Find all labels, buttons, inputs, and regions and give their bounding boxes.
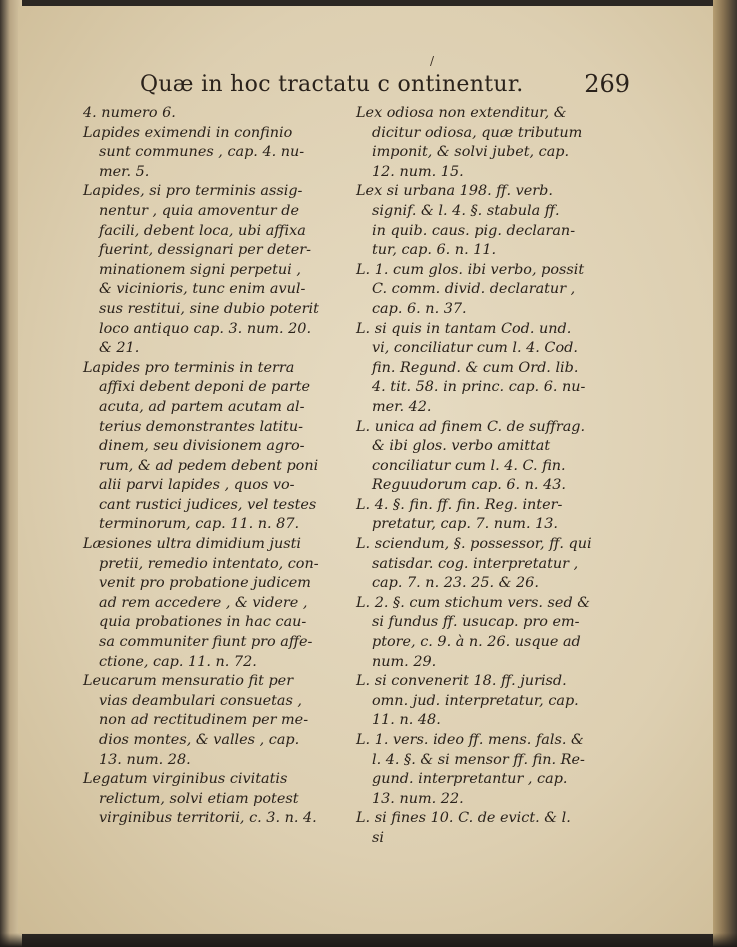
index-entry: L. unica ad finem C. de suffrag. & ibi glos. verbo amittat conciliatur cum l. 4. C. fin. Reguudorum cap. 6. n. 43.	[356, 418, 586, 494]
index-entry: L. 1. vers. ideo ff. mens. fals. & l. 4. §. & si mensor ff. fin. Re- gund. interpretantur , cap. 13. num. 22.	[356, 732, 585, 807]
index-entry: Lex si urbana 198. ff. verb. signif. & l. 4. §. stabula ff. in quib. caus. pig. declaran- tur, cap. 6. n. 11.	[356, 183, 576, 259]
index-entry: Leucarum mensuratio fit per vias deambulari consuetas , non ad rectitudinem per me- dios montes, & valles , cap. 13. num. 28.	[83, 673, 309, 768]
page-header	[140, 72, 630, 106]
index-entry: L. si quis in tantam Cod. und. vi, conciliatur cum l. 4. Cod. fin. Regund. & cum Ord. lib. 4. tit. 58. in princ. cap. 6. nu- mer. 42.	[356, 320, 586, 415]
index-entry: Lapides pro terminis in terra affixi debent deponi de parte acuta, ad partem acutam al- terius demonstrantes latitu- dinem, seu divisionem agro- rum, & ad pedem debent poni alii parvi lapides , quos vo- cant rustici judices, vel testes terminorum, cap. 11. n. 87.	[83, 359, 319, 533]
index-entry: 4. numero 6.	[83, 105, 176, 121]
index-column-left	[83, 104, 341, 829]
index-entry: Legatum virginibus civitatis relictum, solvi etiam potest virginibus territorii, c. 3. n. 4.	[83, 771, 317, 827]
corner-mark: /	[430, 54, 435, 68]
index-entry: Lapides, si pro terminis assig- nentur , quia amoventur de facili, debent loca, ubi affixa fuerint, dessignari per deter- minationem signi perpetui , & vicinioris, tunc enim avul- sus restitui, sine dubio poterit loco antiquo cap. 3. num. 20. & 21.	[83, 183, 319, 357]
bottom-shadow	[0, 933, 737, 947]
index-entry: L. si convenerit 18. ff. jurisd. omn. jud. interpretatur, cap. 11. n. 48.	[356, 673, 579, 729]
running-title: Quæ in hoc tractatu c ontinentur.	[140, 72, 524, 97]
index-entry: L. sciendum, §. possessor, ff. qui satisdar. cog. interpretatur , cap. 7. n. 23. 25. & 26.	[356, 536, 592, 592]
index-entry: Læsiones ultra dimidium justi pretii, remedio intentato, con- venit pro probatione judicem ad rem accedere , & videre , quia probationes in hac cau- sa communiter fiunt pro affe- ctione, cap. 11. n. 72.	[83, 536, 319, 670]
page-number: 269	[584, 70, 630, 98]
index-entry: Lapides eximendi in confinio sunt communes , cap. 4. nu- mer. 5.	[83, 124, 305, 180]
index-entry: L. 1. cum glos. ibi verbo, possit C. comm. divid. declaratur , cap. 6. n. 37.	[356, 261, 585, 317]
index-entry: L. si fines 10. C. de evict. & l. si	[356, 810, 571, 846]
index-entry: L. 4. §. fin. ff. fin. Reg. inter- pretatur, cap. 7. num. 13.	[356, 496, 563, 533]
page-stack-edge	[713, 0, 737, 947]
index-entry: L. 2. §. cum stichum vers. sed & si fundus ff. usucap. pro em- ptore, c. 9. à n. 26. usque ad num. 29.	[356, 594, 591, 670]
index-column-right	[356, 104, 624, 849]
index-entry: Lex odiosa non extenditur, & dicitur odiosa, quæ tributum imponit, & solvi jubet, cap. 12. num. 15.	[356, 105, 583, 180]
